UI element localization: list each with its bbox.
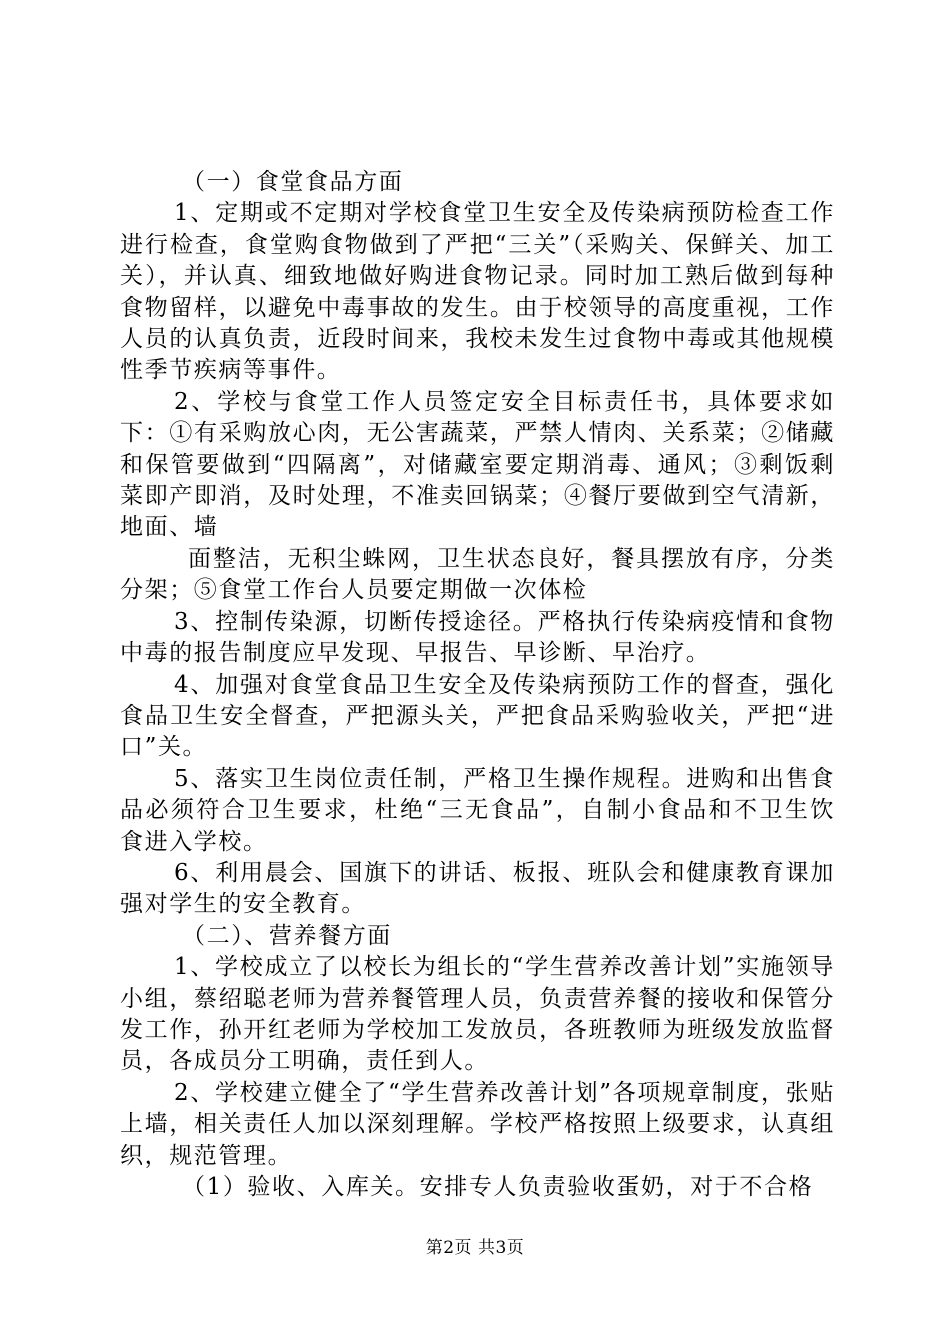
- paragraph-nutrition-2: 2、学校建立健全了“学生营养改善计划”各项规章制度，张贴上墙，相关责任人加以深刻理解。学校严格按照上级要求，认真组织，规范管理。: [120, 1079, 835, 1169]
- paragraph-nutrition-2-1: （1）验收、入库关。安排专人负责验收蛋奶，对于不合格: [182, 1174, 814, 1200]
- paragraph-item-1: 1、定期或不定期对学校食堂卫生安全及传染病预防检查工作进行检查，食堂购食物做到了严把“三关”（采购关、保鲜关、加工关），并认真、细致地做好购进食物记录。同时加工熟后做到每种食物留样，以避免中毒事故的发生。由于校领导的高度重视，工作人员的认真负责，近段时间来，我校未发生过食物中毒或其他规模性季节疾病等事件。: [120, 200, 835, 384]
- paragraph-item-4: 4、加强对食堂食品卫生安全及传染病预防工作的督查，强化食品卫生安全督查，严把源头关，严把食品采购验收关，严把“进口”关。: [120, 671, 835, 761]
- paragraph-item-5: 5、落实卫生岗位责任制，严格卫生操作规程。进购和出售食品必须符合卫生要求，杜绝“三无食品”，自制小食品和不卫生饮食进入学校。: [120, 765, 835, 855]
- page-footer: 第2页 共3页: [425, 1238, 525, 1258]
- paragraph-item-3: 3、控制传染源，切断传授途径。严格执行传染病疫情和食物中毒的报告制度应早发现、早报告、早诊断、早治疗。: [120, 608, 835, 667]
- section-heading-canteen: （一）食堂食品方面: [182, 169, 404, 195]
- paragraph-item-2-continued: 面整洁，无积尘蛛网，卫生状态良好，餐具摆放有序，分类分架；⑤食堂工作台人员要定期做一次体检: [120, 545, 835, 604]
- section-heading-nutrition: （二）、营养餐方面: [182, 922, 392, 949]
- paragraph-item-6: 6、利用晨会、国旗下的讲话、板报、班队会和健康教育课加强对学生的安全教育。: [120, 859, 835, 918]
- paragraph-item-2: 2、学校与食堂工作人员签定安全目标责任书，具体要求如下：①有采购放心肉，无公害蔬菜，严禁人情肉、关系菜；②储藏和保管要做到“四隔离”，对储藏室要定期消毒、通风；③剩饭剩菜即产即消，及时处理，不准卖回锅菜；④餐厅要做到空气清新，地面、墙: [120, 388, 835, 541]
- paragraph-nutrition-1: 1、学校成立了以校长为组长的“学生营养改善计划”实施领导小组，蔡绍聪老师为营养餐管理人员，负责营养餐的接收和保管分发工作，孙开红老师为学校加工发放员，各班教师为班级发放监督员，各成员分工明确，责任到人。: [120, 954, 835, 1075]
- document-body: [120, 167, 835, 1203]
